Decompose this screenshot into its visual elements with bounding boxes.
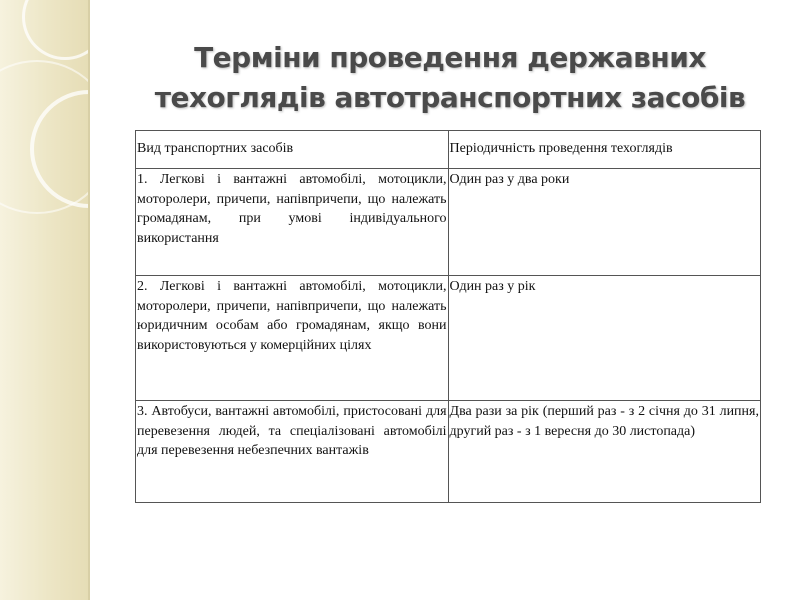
slide-title	[110, 38, 790, 118]
header-periodicity: Періодичність проведення техоглядів	[448, 131, 760, 169]
vehicle-type-cell: 1. Легкові і вантажні автомобілі, мотоцикли, моторолери, причепи, напівпричепи, що належать громадянам, при умові індивідуального використання	[136, 169, 449, 276]
slide-title-line-1: Терміни проведення державних	[194, 41, 706, 74]
slide-title-line-2: техоглядів автотранспортних засобів	[154, 81, 746, 114]
decorative-divider	[88, 0, 90, 600]
table-row	[136, 401, 761, 503]
vehicle-type-cell: 2. Легкові і вантажні автомобілі, мотоцикли, моторолери, причепи, напівпричепи, що належать юридичним особам або громадянам, якщо вони використовуються у комерційних цілях	[136, 276, 449, 401]
table-row	[136, 276, 761, 401]
table-header-row	[136, 131, 761, 169]
periodicity-cell: Один раз у рік	[448, 276, 760, 401]
table-row	[136, 169, 761, 276]
header-vehicle-type: Вид транспортних засобів	[136, 131, 449, 169]
decorative-side-band	[0, 0, 88, 600]
periodicity-cell: Один раз у два роки	[448, 169, 760, 276]
inspection-schedule-table	[135, 130, 761, 503]
vehicle-type-cell: 3. Автобуси, вантажні автомобілі, пристосовані для перевезення людей, та спеціалізовані автомобілі для перевезення небезпечних вантажів	[136, 401, 449, 503]
decorative-ring	[22, 0, 108, 60]
periodicity-cell: Два рази за рік (перший раз - з 2 січня до 31 липня, другий раз - з 1 вересня до 30 листопада)	[448, 401, 760, 503]
